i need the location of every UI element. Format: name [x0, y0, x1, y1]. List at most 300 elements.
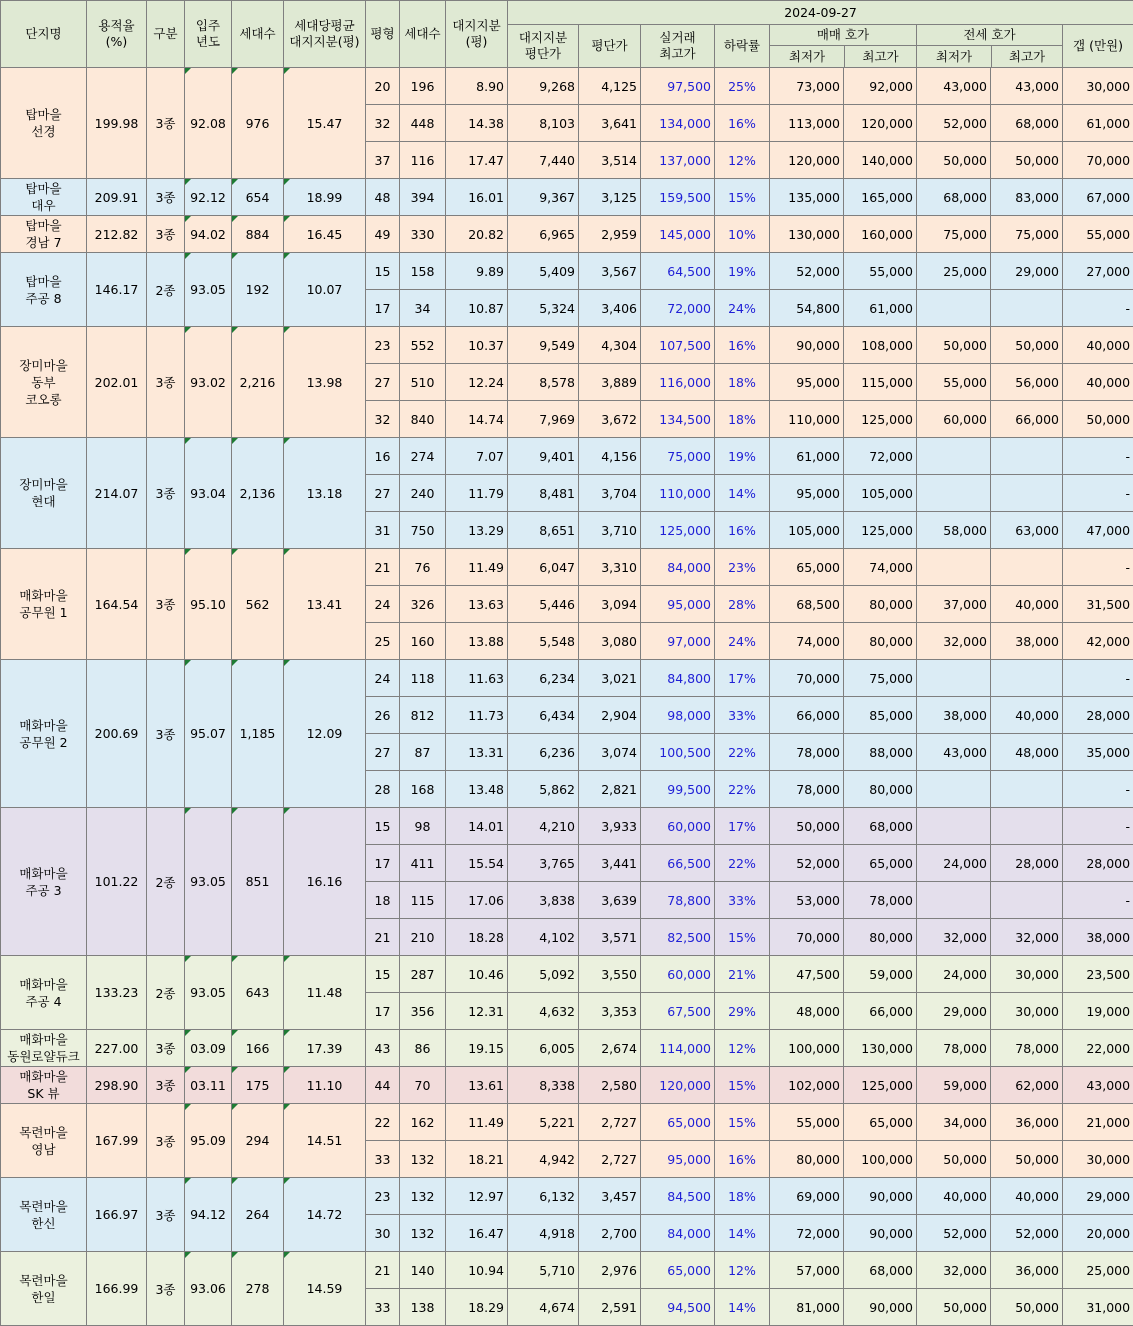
gap-cell: -: [1063, 771, 1133, 808]
zone-cell: 2종: [147, 253, 185, 327]
drop-rate-cell: 22%: [715, 845, 770, 882]
pyeong-cell: 33: [366, 1141, 400, 1178]
land-share-price-cell: 3,838: [508, 882, 579, 919]
sale-max-cell: 160,000: [844, 216, 917, 253]
sale-min-cell: 53,000: [770, 882, 844, 919]
sale-max-cell: 140,000: [844, 142, 917, 179]
pyeong-cell: 17: [366, 845, 400, 882]
land-share-price-cell: 4,210: [508, 808, 579, 845]
move-in-year-cell: 03.11: [185, 1067, 232, 1104]
sale-max-cell: 130,000: [844, 1030, 917, 1067]
land-share-price-cell: 5,446: [508, 586, 579, 623]
table-row: [1, 216, 1133, 253]
pyeong-cell: 17: [366, 290, 400, 327]
max-trade-cell: 94,500: [641, 1289, 715, 1326]
table-body: [1, 68, 1133, 1326]
move-in-year-cell: 95.09: [185, 1104, 232, 1178]
land-share-price-cell: 9,268: [508, 68, 579, 105]
pyeong-price-cell: 4,156: [579, 438, 641, 475]
complex-name-cell: 매화마을 공무원 2: [1, 660, 87, 808]
drop-rate-cell: 12%: [715, 1252, 770, 1289]
zone-cell: 3종: [147, 1067, 185, 1104]
jeonse-max-cell: [991, 438, 1063, 475]
max-trade-cell: 84,000: [641, 549, 715, 586]
table-row: [1, 549, 1133, 586]
header-unit-households: 세대수: [400, 1, 446, 68]
zone-cell: 3종: [147, 216, 185, 253]
header-households: 세대수: [232, 1, 284, 68]
complex-name-cell: 매화마을 SK 뷰: [1, 1067, 87, 1104]
move-in-year-cell: 95.07: [185, 660, 232, 808]
pyeong-cell: 16: [366, 438, 400, 475]
max-trade-cell: 84,800: [641, 660, 715, 697]
pyeong-cell: 25: [366, 623, 400, 660]
sale-max-cell: 65,000: [844, 845, 917, 882]
sale-min-cell: 113,000: [770, 105, 844, 142]
avg-land-share-cell: 11.10: [284, 1067, 366, 1104]
sale-max-cell: 88,000: [844, 734, 917, 771]
sale-min-cell: 74,000: [770, 623, 844, 660]
header-pyeong-price: 평단가: [579, 25, 641, 68]
move-in-year-cell: 92.12: [185, 179, 232, 216]
header-land-share: 대지지분 (평): [446, 1, 508, 68]
land-share-price-cell: 8,338: [508, 1067, 579, 1104]
pyeong-cell: 48: [366, 179, 400, 216]
max-trade-cell: 95,000: [641, 1141, 715, 1178]
land-share-cell: 13.29: [446, 512, 508, 549]
land-share-cell: 15.54: [446, 845, 508, 882]
jeonse-min-cell: 40,000: [917, 1178, 991, 1215]
floor-area-ratio-cell: 298.90: [87, 1067, 147, 1104]
jeonse-min-cell: 60,000: [917, 401, 991, 438]
table-row: [1, 253, 1133, 290]
drop-rate-cell: 16%: [715, 105, 770, 142]
drop-rate-cell: 33%: [715, 882, 770, 919]
gap-cell: 42,000: [1063, 623, 1133, 660]
max-trade-cell: 97,000: [641, 623, 715, 660]
land-share-cell: 14.01: [446, 808, 508, 845]
gap-cell: -: [1063, 438, 1133, 475]
floor-area-ratio-cell: 146.17: [87, 253, 147, 327]
sale-min-cell: 90,000: [770, 327, 844, 364]
jeonse-min-cell: 50,000: [917, 327, 991, 364]
sale-min-cell: 105,000: [770, 512, 844, 549]
land-share-price-cell: 4,632: [508, 993, 579, 1030]
sale-min-cell: 120,000: [770, 142, 844, 179]
move-in-year-cell: 93.06: [185, 1252, 232, 1326]
drop-rate-cell: 18%: [715, 364, 770, 401]
land-share-cell: 11.73: [446, 697, 508, 734]
zone-cell: 3종: [147, 68, 185, 179]
jeonse-min-cell: 38,000: [917, 697, 991, 734]
sale-max-cell: 105,000: [844, 475, 917, 512]
move-in-year-cell: 94.02: [185, 216, 232, 253]
pyeong-cell: 27: [366, 734, 400, 771]
drop-rate-cell: 33%: [715, 697, 770, 734]
header-sale-min: 최저가: [770, 46, 845, 67]
gap-cell: 70,000: [1063, 142, 1133, 179]
complex-name-cell: 매화마을 공무원 1: [1, 549, 87, 660]
table-row: [1, 956, 1133, 993]
unit-households-cell: 510: [400, 364, 446, 401]
sale-max-cell: 68,000: [844, 808, 917, 845]
complex-name-cell: 탑마을 경남 7: [1, 216, 87, 253]
gap-cell: 61,000: [1063, 105, 1133, 142]
land-share-cell: 19.15: [446, 1030, 508, 1067]
sale-max-cell: 68,000: [844, 1252, 917, 1289]
max-trade-cell: 134,000: [641, 105, 715, 142]
gap-cell: 55,000: [1063, 216, 1133, 253]
land-share-price-cell: 5,092: [508, 956, 579, 993]
jeonse-min-cell: 78,000: [917, 1030, 991, 1067]
households-cell: 192: [232, 253, 284, 327]
drop-rate-cell: 15%: [715, 1104, 770, 1141]
households-cell: 264: [232, 1178, 284, 1252]
land-share-price-cell: 8,481: [508, 475, 579, 512]
gap-cell: 22,000: [1063, 1030, 1133, 1067]
sale-min-cell: 55,000: [770, 1104, 844, 1141]
pyeong-cell: 22: [366, 1104, 400, 1141]
max-trade-cell: 60,000: [641, 808, 715, 845]
jeonse-max-cell: 78,000: [991, 1030, 1063, 1067]
pyeong-price-cell: 3,672: [579, 401, 641, 438]
land-share-price-cell: 3,765: [508, 845, 579, 882]
table-row: [1, 1067, 1133, 1104]
max-trade-cell: 67,500: [641, 993, 715, 1030]
drop-rate-cell: 16%: [715, 512, 770, 549]
unit-households-cell: 70: [400, 1067, 446, 1104]
max-trade-cell: 116,000: [641, 364, 715, 401]
households-cell: 562: [232, 549, 284, 660]
max-trade-cell: 65,000: [641, 1104, 715, 1141]
gap-cell: 67,000: [1063, 179, 1133, 216]
pyeong-price-cell: 3,571: [579, 919, 641, 956]
avg-land-share-cell: 13.18: [284, 438, 366, 549]
gap-cell: 30,000: [1063, 68, 1133, 105]
land-share-price-cell: 4,942: [508, 1141, 579, 1178]
max-trade-cell: 110,000: [641, 475, 715, 512]
max-trade-cell: 137,000: [641, 142, 715, 179]
avg-land-share-cell: 12.09: [284, 660, 366, 808]
unit-households-cell: 116: [400, 142, 446, 179]
unit-households-cell: 196: [400, 68, 446, 105]
header-jeonse-min: 최저가: [917, 46, 992, 67]
pyeong-cell: 44: [366, 1067, 400, 1104]
jeonse-min-cell: [917, 290, 991, 327]
move-in-year-cell: 93.05: [185, 808, 232, 956]
land-share-cell: 14.38: [446, 105, 508, 142]
pyeong-price-cell: 3,441: [579, 845, 641, 882]
unit-households-cell: 750: [400, 512, 446, 549]
drop-rate-cell: 16%: [715, 327, 770, 364]
gap-cell: 31,000: [1063, 1289, 1133, 1326]
drop-rate-cell: 15%: [715, 919, 770, 956]
sale-max-cell: 125,000: [844, 1067, 917, 1104]
pyeong-cell: 23: [366, 1178, 400, 1215]
jeonse-min-cell: 29,000: [917, 993, 991, 1030]
sale-max-cell: 59,000: [844, 956, 917, 993]
unit-households-cell: 158: [400, 253, 446, 290]
pyeong-cell: 27: [366, 475, 400, 512]
avg-land-share-cell: 16.16: [284, 808, 366, 956]
land-share-cell: 12.31: [446, 993, 508, 1030]
drop-rate-cell: 22%: [715, 771, 770, 808]
jeonse-max-cell: 50,000: [991, 1289, 1063, 1326]
header-pyeong: 평형: [366, 1, 400, 68]
households-cell: 884: [232, 216, 284, 253]
pyeong-price-cell: 3,641: [579, 105, 641, 142]
sale-max-cell: 66,000: [844, 993, 917, 1030]
floor-area-ratio-cell: 167.99: [87, 1104, 147, 1178]
land-share-price-cell: 8,578: [508, 364, 579, 401]
pyeong-price-cell: 3,457: [579, 1178, 641, 1215]
pyeong-price-cell: 3,074: [579, 734, 641, 771]
drop-rate-cell: 16%: [715, 1141, 770, 1178]
gap-cell: -: [1063, 660, 1133, 697]
pyeong-price-cell: 4,125: [579, 68, 641, 105]
pyeong-cell: 15: [366, 253, 400, 290]
sale-min-cell: 72,000: [770, 1215, 844, 1252]
unit-households-cell: 87: [400, 734, 446, 771]
pyeong-price-cell: 2,976: [579, 1252, 641, 1289]
sale-min-cell: 54,800: [770, 290, 844, 327]
sale-max-cell: 80,000: [844, 623, 917, 660]
max-trade-cell: 100,500: [641, 734, 715, 771]
unit-households-cell: 76: [400, 549, 446, 586]
max-trade-cell: 134,500: [641, 401, 715, 438]
max-trade-cell: 114,000: [641, 1030, 715, 1067]
households-cell: 654: [232, 179, 284, 216]
header-max-trade: 실거래 최고가: [641, 25, 715, 68]
jeonse-min-cell: 32,000: [917, 623, 991, 660]
jeonse-min-cell: 50,000: [917, 1141, 991, 1178]
jeonse-min-cell: 43,000: [917, 68, 991, 105]
max-trade-cell: 82,500: [641, 919, 715, 956]
max-trade-cell: 78,800: [641, 882, 715, 919]
sale-min-cell: 66,000: [770, 697, 844, 734]
unit-households-cell: 168: [400, 771, 446, 808]
jeonse-max-cell: 56,000: [991, 364, 1063, 401]
drop-rate-cell: 24%: [715, 290, 770, 327]
zone-cell: 3종: [147, 1252, 185, 1326]
land-share-cell: 16.01: [446, 179, 508, 216]
complex-name-cell: 매화마을 주공 4: [1, 956, 87, 1030]
land-share-cell: 13.63: [446, 586, 508, 623]
households-cell: 278: [232, 1252, 284, 1326]
drop-rate-cell: 23%: [715, 549, 770, 586]
gap-cell: -: [1063, 882, 1133, 919]
land-share-price-cell: 8,651: [508, 512, 579, 549]
pyeong-cell: 37: [366, 142, 400, 179]
zone-cell: 3종: [147, 549, 185, 660]
gap-cell: 28,000: [1063, 697, 1133, 734]
zone-cell: 2종: [147, 808, 185, 956]
households-cell: 2,136: [232, 438, 284, 549]
pyeong-cell: 15: [366, 808, 400, 845]
table-row: [1, 179, 1133, 216]
sale-min-cell: 80,000: [770, 1141, 844, 1178]
jeonse-max-cell: 48,000: [991, 734, 1063, 771]
header-sale-ask-label: 매매 호가: [770, 25, 916, 46]
land-share-price-cell: 6,132: [508, 1178, 579, 1215]
gap-cell: 27,000: [1063, 253, 1133, 290]
unit-households-cell: 274: [400, 438, 446, 475]
drop-rate-cell: 14%: [715, 475, 770, 512]
jeonse-max-cell: [991, 771, 1063, 808]
unit-households-cell: 812: [400, 697, 446, 734]
pyeong-cell: 28: [366, 771, 400, 808]
sale-min-cell: 52,000: [770, 845, 844, 882]
pyeong-price-cell: 2,674: [579, 1030, 641, 1067]
move-in-year-cell: 94.12: [185, 1178, 232, 1252]
land-share-cell: 18.28: [446, 919, 508, 956]
land-share-cell: 13.88: [446, 623, 508, 660]
land-share-price-cell: 4,102: [508, 919, 579, 956]
table-row: [1, 1030, 1133, 1067]
drop-rate-cell: 14%: [715, 1289, 770, 1326]
households-cell: 2,216: [232, 327, 284, 438]
table-row: [1, 1104, 1133, 1141]
jeonse-max-cell: 68,000: [991, 105, 1063, 142]
zone-cell: 2종: [147, 956, 185, 1030]
pyeong-price-cell: 3,080: [579, 623, 641, 660]
gap-cell: 47,000: [1063, 512, 1133, 549]
gap-cell: -: [1063, 290, 1133, 327]
sale-max-cell: 120,000: [844, 105, 917, 142]
pyeong-cell: 43: [366, 1030, 400, 1067]
jeonse-max-cell: 36,000: [991, 1104, 1063, 1141]
pyeong-price-cell: 3,353: [579, 993, 641, 1030]
land-share-cell: 10.46: [446, 956, 508, 993]
max-trade-cell: 125,000: [641, 512, 715, 549]
max-trade-cell: 98,000: [641, 697, 715, 734]
pyeong-price-cell: 2,959: [579, 216, 641, 253]
jeonse-max-cell: 30,000: [991, 993, 1063, 1030]
households-cell: 166: [232, 1030, 284, 1067]
max-trade-cell: 60,000: [641, 956, 715, 993]
jeonse-max-cell: 66,000: [991, 401, 1063, 438]
sale-max-cell: 92,000: [844, 68, 917, 105]
jeonse-max-cell: 50,000: [991, 1141, 1063, 1178]
header-land-share-price: 대지지분 평단가: [508, 25, 579, 68]
jeonse-max-cell: [991, 808, 1063, 845]
sale-max-cell: 75,000: [844, 660, 917, 697]
unit-households-cell: 330: [400, 216, 446, 253]
sale-max-cell: 74,000: [844, 549, 917, 586]
max-trade-cell: 84,500: [641, 1178, 715, 1215]
jeonse-max-cell: 40,000: [991, 586, 1063, 623]
unit-households-cell: 210: [400, 919, 446, 956]
jeonse-min-cell: [917, 771, 991, 808]
floor-area-ratio-cell: 133.23: [87, 956, 147, 1030]
jeonse-min-cell: 24,000: [917, 956, 991, 993]
drop-rate-cell: 17%: [715, 808, 770, 845]
sale-max-cell: 80,000: [844, 771, 917, 808]
households-cell: 851: [232, 808, 284, 956]
land-share-cell: 18.21: [446, 1141, 508, 1178]
pyeong-price-cell: 3,567: [579, 253, 641, 290]
land-share-cell: 13.31: [446, 734, 508, 771]
avg-land-share-cell: 17.39: [284, 1030, 366, 1067]
pyeong-price-cell: 3,406: [579, 290, 641, 327]
pyeong-cell: 21: [366, 919, 400, 956]
land-share-price-cell: 5,710: [508, 1252, 579, 1289]
max-trade-cell: 159,500: [641, 179, 715, 216]
sale-min-cell: 81,000: [770, 1289, 844, 1326]
max-trade-cell: 75,000: [641, 438, 715, 475]
land-share-price-cell: 7,440: [508, 142, 579, 179]
avg-land-share-cell: 10.07: [284, 253, 366, 327]
sale-max-cell: 78,000: [844, 882, 917, 919]
sale-min-cell: 95,000: [770, 364, 844, 401]
header-gap: 갭 (만원): [1063, 25, 1133, 68]
max-trade-cell: 72,000: [641, 290, 715, 327]
floor-area-ratio-cell: 164.54: [87, 549, 147, 660]
pyeong-cell: 26: [366, 697, 400, 734]
jeonse-min-cell: [917, 882, 991, 919]
sale-max-cell: 125,000: [844, 512, 917, 549]
gap-cell: 29,000: [1063, 1178, 1133, 1215]
zone-cell: 3종: [147, 1030, 185, 1067]
land-share-cell: 17.47: [446, 142, 508, 179]
header-sale-max: 최고가: [845, 46, 916, 67]
pyeong-cell: 32: [366, 401, 400, 438]
gap-cell: 31,500: [1063, 586, 1133, 623]
gap-cell: 21,000: [1063, 1104, 1133, 1141]
table-row: [1, 808, 1133, 845]
pyeong-cell: 24: [366, 586, 400, 623]
drop-rate-cell: 25%: [715, 68, 770, 105]
gap-cell: 38,000: [1063, 919, 1133, 956]
floor-area-ratio-cell: 212.82: [87, 216, 147, 253]
jeonse-max-cell: 36,000: [991, 1252, 1063, 1289]
gap-cell: 50,000: [1063, 401, 1133, 438]
drop-rate-cell: 10%: [715, 216, 770, 253]
jeonse-max-cell: 43,000: [991, 68, 1063, 105]
header-move-in-year: 입주 년도: [185, 1, 232, 68]
drop-rate-cell: 24%: [715, 623, 770, 660]
header-jeonse-ask-label: 전세 호가: [917, 25, 1062, 46]
pyeong-price-cell: 3,704: [579, 475, 641, 512]
gap-cell: 25,000: [1063, 1252, 1133, 1289]
table-row: [1, 1252, 1133, 1289]
sale-min-cell: 100,000: [770, 1030, 844, 1067]
max-trade-cell: 99,500: [641, 771, 715, 808]
pyeong-price-cell: 2,591: [579, 1289, 641, 1326]
unit-households-cell: 394: [400, 179, 446, 216]
pyeong-price-cell: 3,710: [579, 512, 641, 549]
sale-max-cell: 80,000: [844, 586, 917, 623]
sale-min-cell: 68,500: [770, 586, 844, 623]
unit-households-cell: 132: [400, 1141, 446, 1178]
jeonse-min-cell: 55,000: [917, 364, 991, 401]
move-in-year-cell: 92.08: [185, 68, 232, 179]
sale-min-cell: 110,000: [770, 401, 844, 438]
pyeong-cell: 15: [366, 956, 400, 993]
zone-cell: 3종: [147, 438, 185, 549]
land-share-cell: 16.47: [446, 1215, 508, 1252]
sale-min-cell: 73,000: [770, 68, 844, 105]
pyeong-cell: 33: [366, 1289, 400, 1326]
land-share-cell: 7.07: [446, 438, 508, 475]
header-complex-name: 단지명: [1, 1, 87, 68]
drop-rate-cell: 18%: [715, 1178, 770, 1215]
move-in-year-cell: 95.10: [185, 549, 232, 660]
pyeong-cell: 21: [366, 549, 400, 586]
complex-name-cell: 매화마을 주공 3: [1, 808, 87, 956]
land-share-price-cell: 9,401: [508, 438, 579, 475]
unit-households-cell: 160: [400, 623, 446, 660]
